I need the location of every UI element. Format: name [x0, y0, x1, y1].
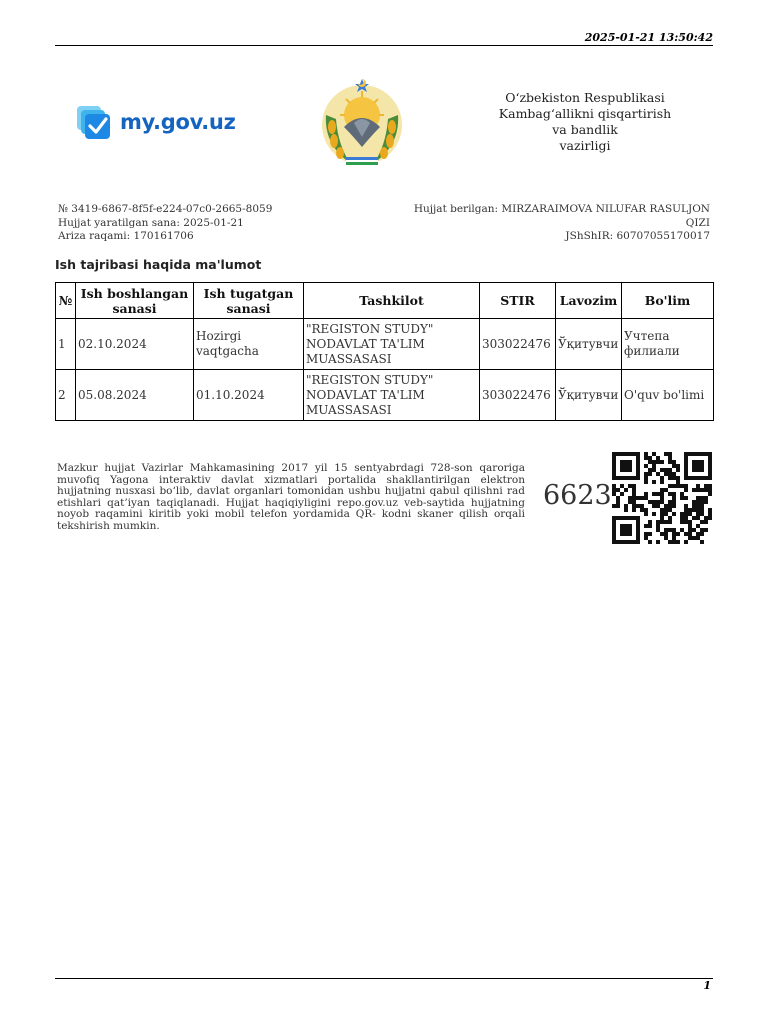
cell-department: Учтепа филиали — [622, 319, 714, 370]
cell-end-date: Hozirgi vaqtgacha — [194, 319, 304, 370]
col-header-department: Bo'lim — [622, 283, 714, 319]
page-number: 1 — [703, 979, 711, 992]
ministry-line: va bandlik — [552, 122, 618, 137]
document-meta — [58, 203, 272, 244]
col-header-position: Lavozim — [556, 283, 622, 319]
section-title: Ish tajribasi haqida ma'lumot — [55, 257, 262, 272]
table-row — [56, 319, 714, 370]
bottom-divider — [55, 978, 713, 979]
cell-start-date: 05.08.2024 — [76, 370, 194, 421]
pinfl-number: JShShIR: 60707055170017 — [565, 230, 710, 242]
issued-to-name-cont: QIZI — [685, 216, 710, 229]
cell-department: O'quv bo'limi — [622, 370, 714, 421]
document-datetime: 2025-01-21 13:50:42 — [584, 31, 713, 44]
issued-to-name: Hujjat berilgan: MIRZARAIMOVA NILUFAR RASULJON — [413, 203, 710, 215]
col-header-stir: STIR — [480, 283, 556, 319]
mygov-logo[interactable] — [76, 104, 236, 144]
table-header-row — [56, 283, 714, 319]
recipient-meta — [400, 203, 710, 244]
col-header-organization: Tashkilot — [304, 283, 480, 319]
ministry-line: O‘zbekiston Respublikasi — [505, 90, 665, 105]
application-number: Ariza raqami: 170161706 — [58, 230, 194, 242]
cell-stir: 303022476 — [480, 319, 556, 370]
experience-table — [55, 282, 714, 421]
table-row — [56, 370, 714, 421]
cell-end-date: 01.10.2024 — [194, 370, 304, 421]
document-number: № 3419-6867-8f5f-e224-07c0-2665-8059 — [58, 203, 273, 215]
mygov-check-icon — [76, 104, 116, 144]
document-created-date: Hujjat yaratilgan sana: 2025-01-21 — [58, 216, 244, 229]
cell-organization: "REGISTON STUDY" NODAVLAT TA'LIM MUASSASASI — [304, 319, 480, 370]
top-divider — [55, 45, 713, 46]
verification-code: 6623 — [543, 480, 612, 511]
legal-notice: Mazkur hujjat Vazirlar Mahkamasining 2017 yil 15 sentyabrdagi 728-son qaroriga muvofiq Yagona interaktiv davlat xizmatlari portalida shakllantirilgan elektron hujjatning nusxasi bo‘lib, davlat organlari tomonidan ushbu hujjatni qabul qilishni rad etishlari qat’iyan taqiqlanadi. Hujjat haqiqiyligini repo.gov.uz veb-saytida hujjatning noyob raqamini kiritib yoki mobil telefon yordamida QR- kodni skaner qilish orqali tekshirish mumkin. — [57, 462, 525, 532]
cell-number: 2 — [56, 370, 76, 421]
ministry-line: vazirligi — [559, 138, 611, 153]
cell-stir: 303022476 — [480, 370, 556, 421]
mygov-logo-text: my.gov.uz — [120, 110, 236, 134]
cell-position: Ўқитувчи — [556, 370, 622, 421]
ministry-line: Kambag‘allikni qisqartirish — [498, 106, 672, 121]
col-header-end-date: Ish tugatgan sanasi — [194, 283, 304, 319]
qr-code-icon[interactable] — [612, 452, 712, 544]
col-header-number: № — [56, 283, 76, 319]
ministry-name — [480, 90, 690, 154]
state-emblem-icon — [310, 75, 414, 171]
col-header-start-date: Ish boshlangan sanasi — [76, 283, 194, 319]
cell-organization: "REGISTON STUDY" NODAVLAT TA'LIM MUASSASASI — [304, 370, 480, 421]
cell-start-date: 02.10.2024 — [76, 319, 194, 370]
cell-position: Ўқитувчи — [556, 319, 622, 370]
cell-number: 1 — [56, 319, 76, 370]
